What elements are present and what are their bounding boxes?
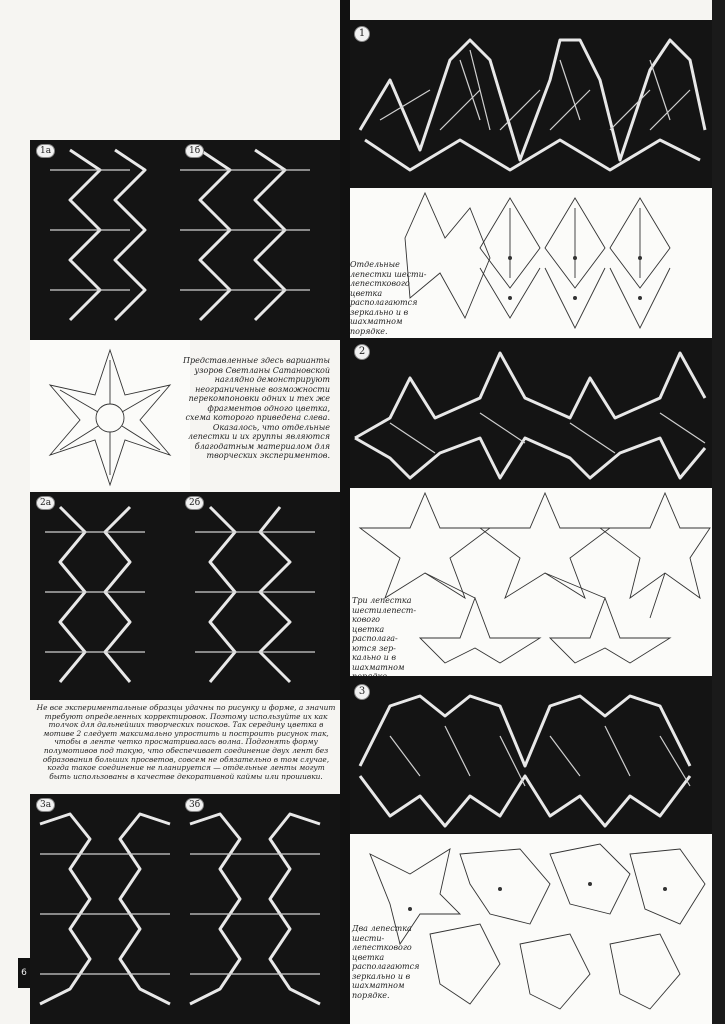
right-edge-strip (712, 0, 725, 1024)
pattern-label-2b: 2б (185, 496, 204, 510)
photo-lace-1a-1b (30, 140, 340, 340)
caption-middle: Не все экспериментальные образцы удачны по рисунку и форме, а значит требуют определенных корректировок. Поэтому используйте их как толчок для дальнейших творческих поисков. Так середину цветка в мотиве 2 следует максимально упростить и построить рисунок так, чтобы в ленте четко просматривалась волна. Подгонять форму полумотивов под такую, что обеспечивает соединение двух лент без образования больших просветов, совсем не обязательно в том случае, когда такое соединение не планируется — отдельные ленты могут быть использованы в качестве декоративной каймы или прошивки. (36, 703, 336, 781)
pattern-label-1: 1 (354, 26, 370, 42)
photo-lace-2a-2b (30, 492, 340, 700)
diagram-1 (350, 188, 712, 338)
caption-note-1: Отдельные лепестки шести-лепесткового цветка располагаются зеркально и в шахматном порядке. (350, 260, 427, 336)
pattern-label-3: 3 (354, 684, 370, 700)
photo-lace-3 (350, 676, 712, 834)
photo-lace-1 (350, 20, 712, 188)
page-mark (18, 958, 30, 988)
caption-note-2: Три лепестка шестилепест-кового цветка располага-ются зер-кально и в шахматном (352, 596, 417, 672)
pattern-label-3a: 3а (36, 798, 55, 812)
caption-note-3: Два лепестка шести-лепесткового цветка располагаются зеркально и в шахматном порядке. (352, 924, 420, 1000)
pattern-label-2a: 2а (36, 496, 55, 510)
pattern-label-3b: 3б (185, 798, 204, 812)
flower-diagram (30, 340, 190, 490)
page-mark-text: 6 (21, 968, 27, 978)
diagram-3 (350, 834, 712, 1024)
pattern-label-1a: 1a (36, 144, 55, 158)
photo-lace-2 (350, 338, 712, 488)
pattern-label-1b: 1б (185, 144, 204, 158)
caption-intro: Представленные здесь варианты узоров Светланы Сатановской наглядно демонстрируют неограниченные возможности перекомпоновки одних и тех же фрагментов одного цветка, схема которого приведена слева. Оказалось, что отдельные лепестки и их группы являются благодатным материалом для творческих экспериментов. (183, 356, 330, 460)
photo-lace-3a-3b (30, 794, 340, 1024)
pattern-label-2: 2 (354, 344, 370, 360)
center-gutter (340, 0, 350, 1024)
diagram-2 (350, 488, 712, 676)
